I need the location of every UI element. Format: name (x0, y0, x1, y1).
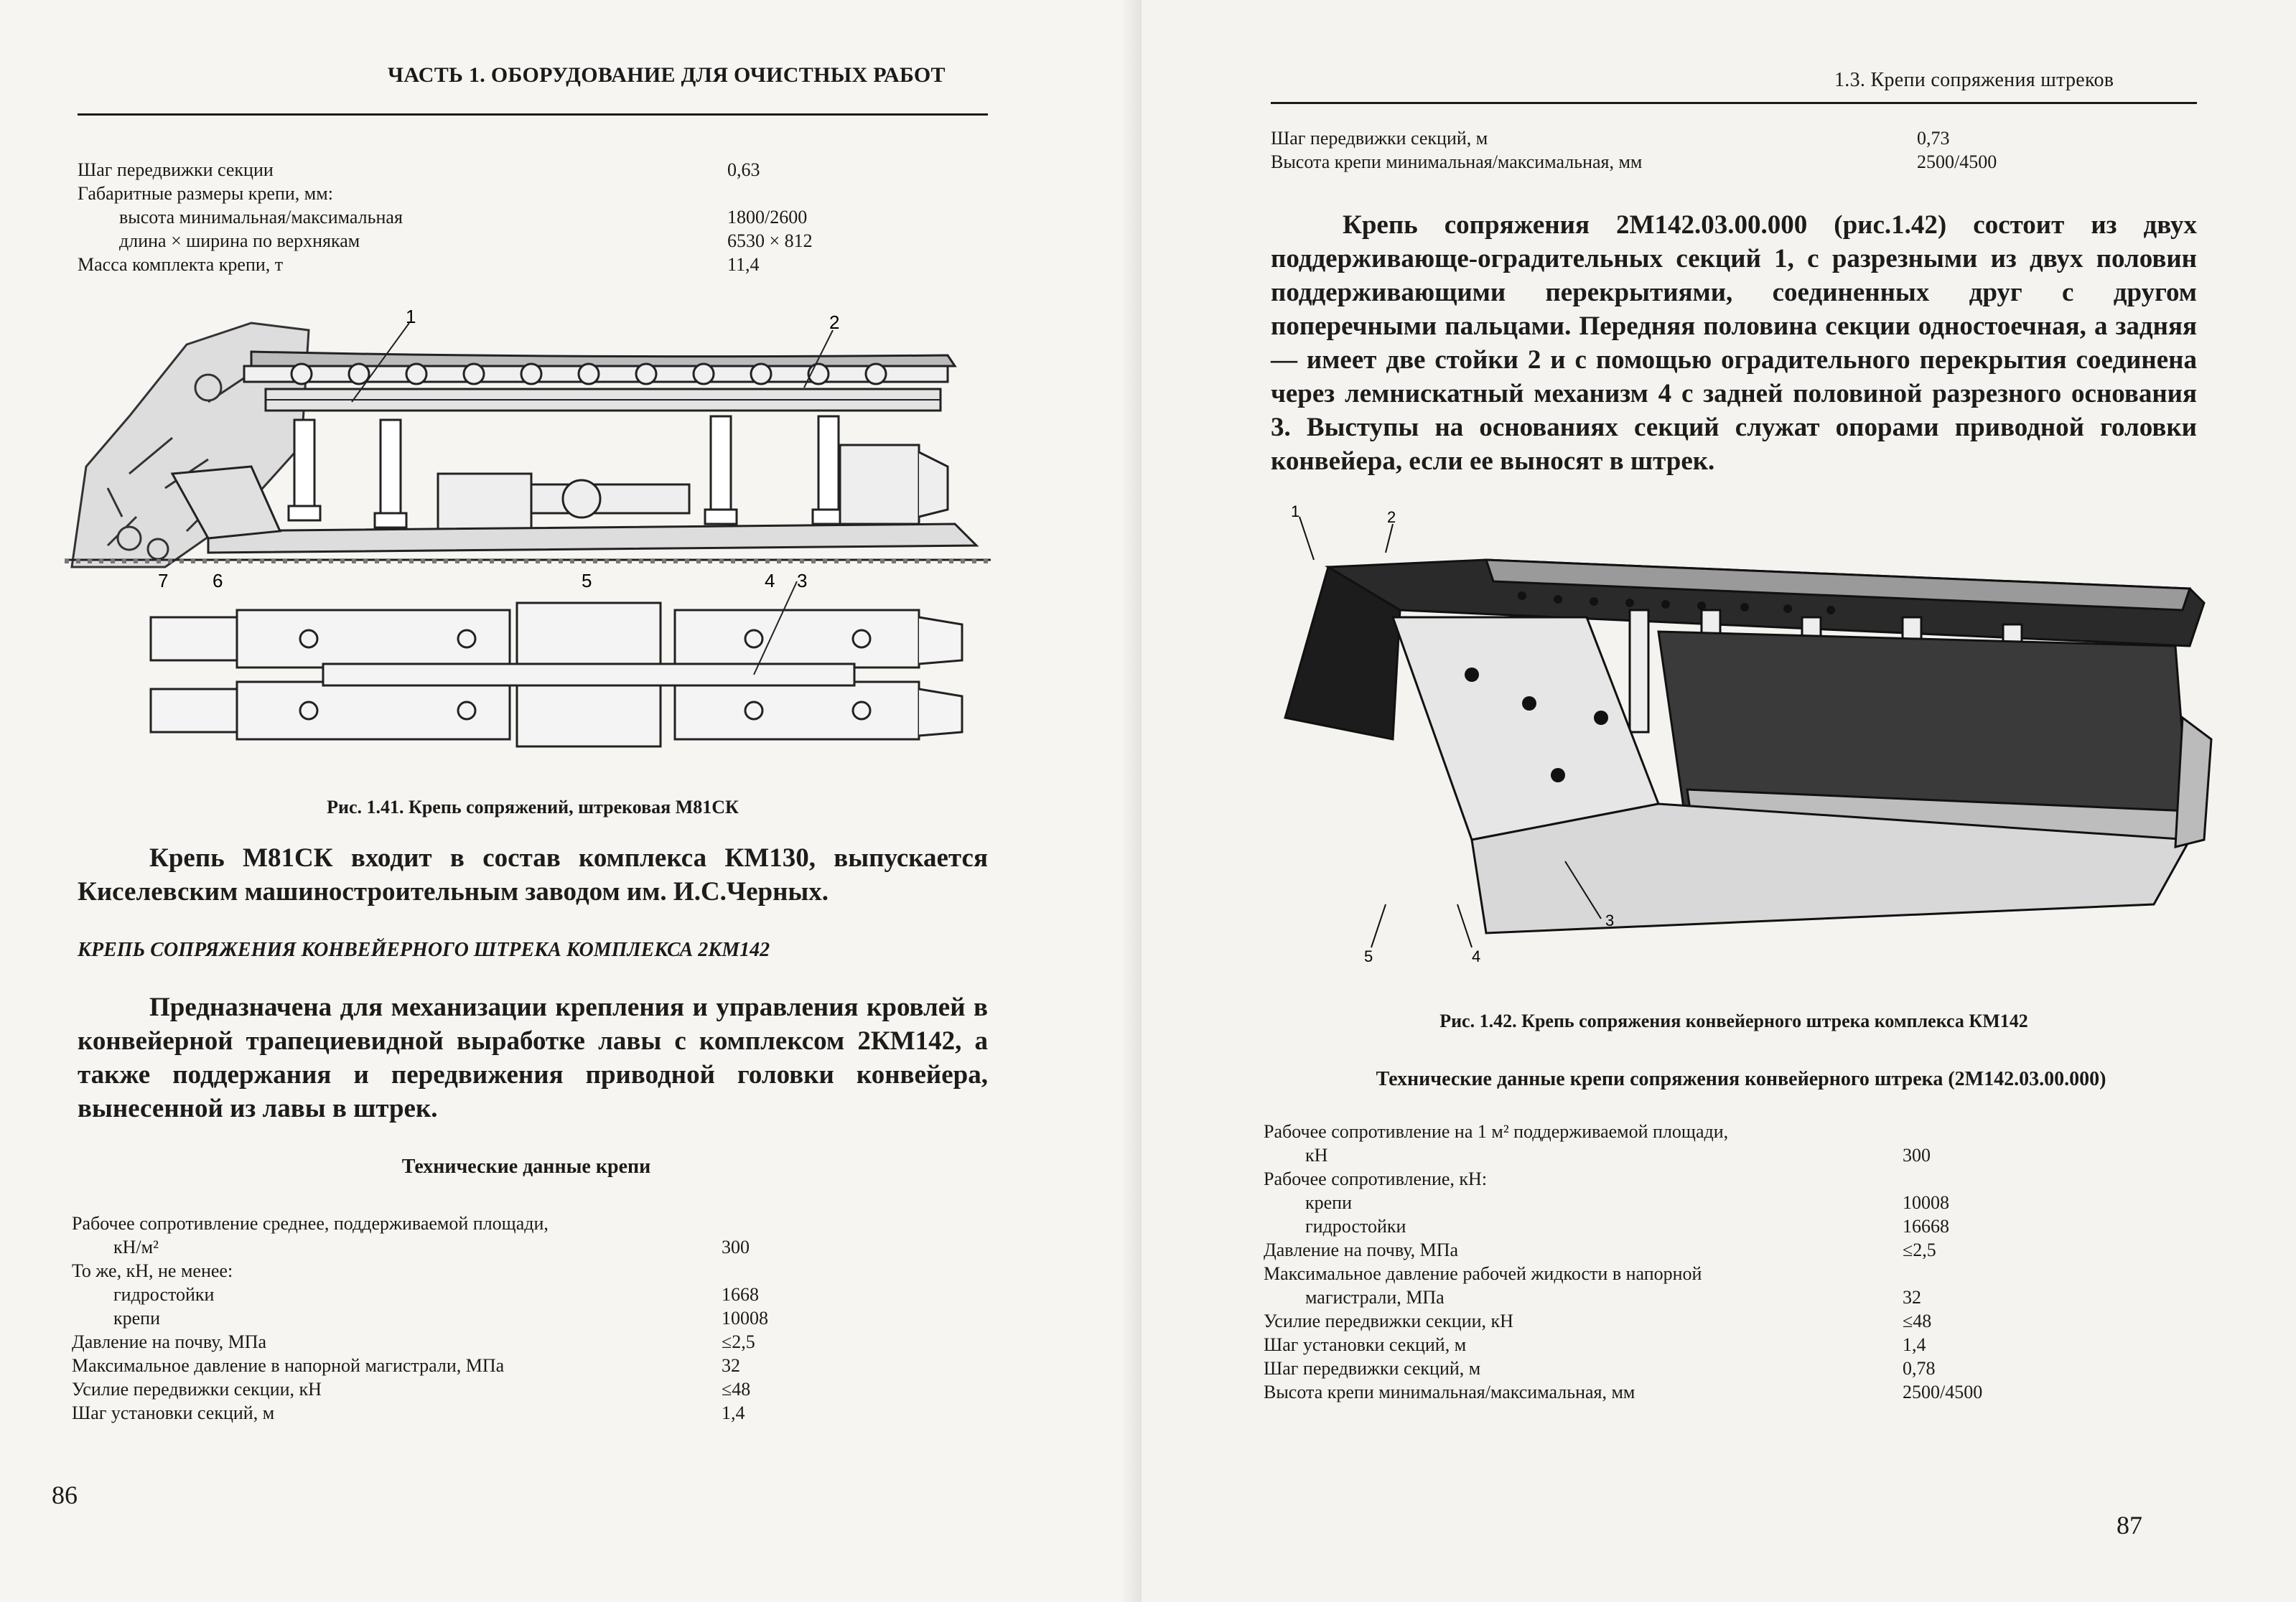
callout-3: 3 (1605, 912, 1615, 929)
callout-4: 4 (1472, 947, 1481, 965)
right-page (1142, 0, 2296, 1602)
spec-row: Давление на почву, МПа ≤2,5 (72, 1331, 755, 1352)
paragraph: Предназначена для механизации крепления и управления кровлей в конвейерной трапециевидной выработке лавы с комплексом 2КМ142, а также поддержания и передвижения приводной головки конвейера, вынесенной из лавы в штрек. (78, 993, 988, 1123)
callout-1: 1 (1291, 502, 1300, 520)
spec-title: Технические данные крепи сопряжения конвейерного штрека (2М142.03.00.000) (1376, 1068, 2106, 1090)
spec-row: Максимальное давление рабочей жидкости в напорной магистрали, МПа 32 (1264, 1263, 1921, 1308)
spec-row: крепи 10008 (113, 1308, 768, 1329)
page-header: 1.3. Крепи сопряжения штреков (1834, 69, 2114, 91)
header-rule (78, 113, 988, 116)
left-page (0, 0, 1142, 1602)
spec-row: То же, кН, не менее: (72, 1260, 233, 1281)
base-frame (208, 524, 976, 553)
spec-row: Усилие передвижки секции, кН ≤48 (1264, 1311, 1932, 1331)
page-number: 86 (52, 1481, 78, 1509)
paragraph: Крепь М81СК входит в состав комплекса КМ130, выпускается Киселевским машиностроительным заводом им. И.С.Черных. (78, 843, 988, 907)
spec-row: Шаг установки секций, м 1,4 (72, 1402, 745, 1423)
body (1393, 617, 2211, 933)
spec-row: крепи 10008 (1305, 1192, 1949, 1213)
spec-row: длина × ширина по верхнякам 6530 × 812 (119, 230, 813, 251)
spec-list-top (1271, 126, 2132, 174)
spec-title: Технические данные крепи (401, 1156, 651, 1178)
spec-list-bottom (1264, 1120, 2161, 1404)
spec-row: Шаг установки секций, м 1,4 (1264, 1334, 1926, 1355)
callout-4: 4 (765, 570, 775, 591)
header-rule (1271, 102, 2197, 104)
spec-row: Рабочее сопротивление, кН: (1264, 1168, 1488, 1189)
spec-row: Давление на почву, МПа ≤2,5 (1264, 1240, 1936, 1260)
section-title: КРЕПЬ СОПРЯЖЕНИЯ КОНВЕЙЕРНОГО ШТРЕКА КОМПЛЕКСА 2КМ142 (78, 939, 770, 961)
spec-row: Усилие передвижки секции, кН ≤48 (72, 1379, 751, 1400)
callout-7: 7 (158, 570, 169, 591)
figure-caption: Рис. 1.41. Крепь сопряжений, штрековая М81СК (327, 797, 739, 818)
drive-unit (438, 445, 948, 531)
spec-row: Рабочее сопротивление на 1 м² поддерживаемой площади, кН 300 (1264, 1121, 1931, 1166)
callout-2: 2 (1387, 508, 1396, 526)
spec-row: Масса комплекта крепи, т 11,4 (78, 254, 760, 275)
spec-row: Максимальное давление в напорной магистрали, МПа 32 (72, 1355, 740, 1376)
callout-5: 5 (1364, 947, 1373, 965)
spec-list-top (78, 158, 925, 276)
spec-row: гидростойки 16668 (1305, 1216, 1949, 1237)
spec-row: Шаг передвижки секций, м 0,73 (1271, 128, 1950, 149)
spec-row: Шаг передвижки секции 0,63 (78, 159, 760, 180)
page-number: 87 (2117, 1511, 2142, 1540)
roof-chain (244, 364, 948, 384)
plan-view (151, 603, 962, 746)
figure-caption: Рис. 1.42. Крепь сопряжения конвейерного штрека комплекса КМ142 (1439, 1011, 2028, 1031)
spec-row: Высота крепи минимальная/максимальная, мм 2500/4500 (1271, 151, 1997, 172)
callout-5: 5 (582, 570, 592, 591)
callout-3: 3 (797, 570, 808, 591)
page-header: ЧАСТЬ 1. ОБОРУДОВАНИЕ ДЛЯ ОЧИСТНЫХ РАБОТ (388, 63, 946, 87)
paragraph: Крепь сопряжения 2М142.03.00.000 (рис.1.42) состоит из двух поддерживающе-оградительных секций 1, с разрезными из двух половин поддерживающими перекрытиями, соединенных друг с другом поперечными пальцами. Передняя половина секции одностоечная, а задняя — имеет две стойки 2 и с помощью оградительного перекрытия соединена через лемнискатный механизм 4 с задней половиной разрезного основания 3. Выступы на основаниях секций служат опорами приводной головки конвейера, если ее выносят в штрек. (1271, 210, 2197, 476)
spec-row: Шаг передвижки секций, м 0,78 (1264, 1358, 1936, 1379)
spec-row: высота минимальная/максимальная 1800/2600 (119, 207, 808, 228)
spec-list-bottom (72, 1212, 933, 1425)
figure-1-41 (65, 301, 998, 761)
spec-row: гидростойки 1668 (113, 1284, 759, 1305)
callout-2: 2 (829, 312, 840, 333)
callout-1: 1 (406, 306, 416, 327)
spec-row: Рабочее сопротивление среднее, поддерживаемой площади, кН/м² 300 (72, 1213, 750, 1257)
spec-row: Габаритные размеры крепи, мм: (78, 183, 333, 204)
figure-1-42 (1256, 502, 2233, 990)
spec-row: Высота крепи минимальная/максимальная, мм 2500/4500 (1264, 1382, 1983, 1402)
callout-6: 6 (213, 570, 223, 591)
